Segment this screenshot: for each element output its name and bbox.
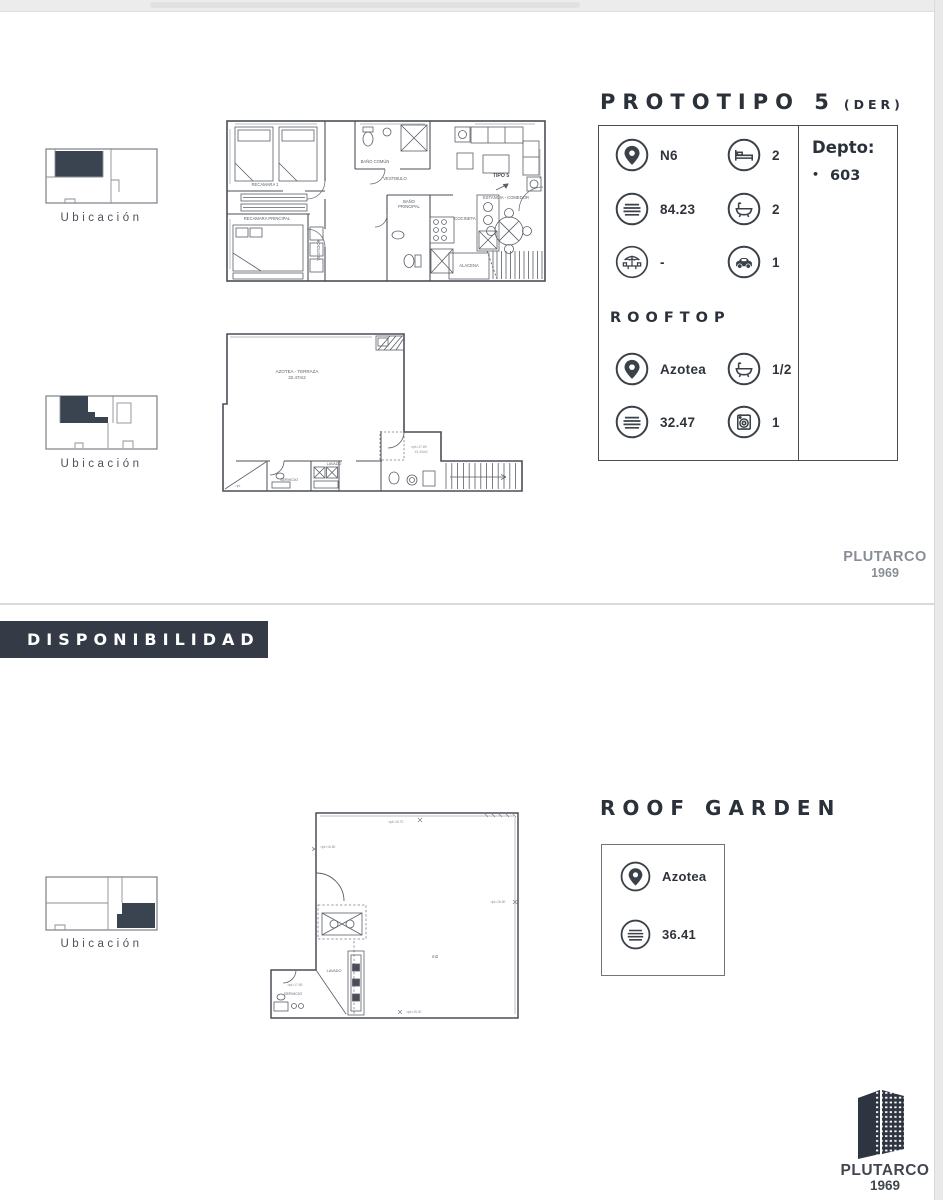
stat-value: 2: [772, 201, 780, 217]
depto-label: Depto:: [812, 138, 875, 157]
roof-garden-info-box: [601, 844, 725, 976]
terrace-icon: [615, 245, 649, 279]
npt-label: npt: [235, 484, 241, 488]
location-diagram-2-drawing: [45, 395, 158, 451]
ubicacion-label-2: Ubicación: [60, 458, 143, 470]
floor-plan-rooftop: [222, 331, 527, 501]
room-label: RECAMARA PRINCIPAL: [243, 216, 291, 221]
floor-plan-roof-garden: [268, 809, 526, 1032]
brand-year: 1969: [869, 1178, 901, 1194]
room-label: SERVICIO: [283, 992, 303, 996]
rooftop-section-title: ROOFTOP: [610, 310, 731, 326]
stat-terrace: [615, 245, 665, 279]
room-label: RECAMARA 1: [251, 182, 279, 187]
npt-label: npt=17.89: [287, 983, 303, 987]
room-label: COCINETA: [454, 216, 476, 221]
stat-value: 32.47: [660, 414, 696, 430]
location-pin-icon: [615, 352, 649, 386]
location-diagram-1: [45, 148, 158, 211]
stat-value: 36.41: [662, 927, 697, 942]
ubicacion-label-3: Ubicación: [60, 938, 143, 950]
npt-label: npt=16.80: [320, 845, 336, 849]
stat-rooftop-halfbath: [727, 352, 792, 386]
bullet: •: [812, 168, 820, 181]
washer-icon: [727, 405, 761, 439]
unit-info-box: [598, 125, 898, 461]
stat-value: -: [660, 254, 665, 270]
depto-value: 603: [830, 168, 861, 184]
stat-value: 1: [772, 414, 780, 430]
highlighted-unit: [117, 903, 155, 928]
stat-rooftop-laundry: [727, 405, 780, 439]
room-label: BAÑO: [403, 199, 415, 204]
room-label: VESTIDOR: [316, 239, 321, 261]
brand-name: PLUTARCO: [843, 549, 927, 565]
page-divider: [0, 603, 934, 605]
area-label: 32.47m2: [288, 375, 306, 380]
brand-logo-top: [841, 549, 929, 580]
area-icon: [615, 192, 649, 226]
npt-label: npt=17.89: [411, 445, 427, 449]
room-label: LAVADO: [326, 969, 342, 973]
page-title-suffix: (DER): [843, 97, 904, 112]
stat-value: 1: [772, 254, 780, 270]
room-label: PRINCIPAL: [398, 204, 420, 209]
room-label: ESTANCIA - COMEDOR: [483, 195, 529, 200]
photo-top-smudge: [150, 2, 580, 8]
page-title-text: PROTOTIPO 5: [600, 90, 836, 114]
page-title: [600, 90, 904, 114]
stat-value: 2: [772, 147, 780, 163]
location-diagram-1-drawing: [45, 148, 158, 206]
stat-baths: [727, 192, 780, 226]
location-diagram-2: [45, 395, 158, 456]
stat-beds: [727, 138, 780, 172]
area-icon: [620, 919, 651, 950]
room-label: LAVADO: [326, 462, 342, 466]
disponibilidad-banner: DISPONIBILIDAD: [0, 621, 268, 658]
stat-location: [615, 138, 678, 172]
photo-right-edge: [934, 0, 943, 1200]
location-diagram-3-drawing: [45, 876, 158, 932]
room-label: VESTIBULO: [383, 176, 407, 181]
ubicacion-label-1: Ubicación: [60, 212, 143, 224]
building-logo-icon: [852, 1086, 910, 1165]
area-label: m2: [431, 954, 439, 959]
area-label: AZOTEA - TERRAZA: [275, 369, 319, 374]
stat-value: 1/2: [772, 361, 792, 377]
room-label: BAÑO COMÚN: [360, 159, 390, 164]
plan-type-label: TIPO 5: [492, 173, 510, 179]
highlighted-unit: [55, 151, 103, 177]
bed-icon: [727, 138, 761, 172]
highlighted-unit: [60, 396, 108, 423]
location-pin-icon: [615, 138, 649, 172]
car-icon: [727, 245, 761, 279]
location-pin-icon: [620, 861, 651, 892]
brand-logo-bottom: [839, 1162, 931, 1194]
brand-name: PLUTARCO: [840, 1162, 930, 1179]
area-icon: [615, 405, 649, 439]
room-label: ALACENA: [459, 263, 479, 268]
roof-garden-title: ROOF GARDEN: [600, 796, 842, 820]
npt-label: 13.43m2: [414, 450, 428, 454]
bath-icon: [727, 352, 761, 386]
room-label: SERVICIO: [279, 478, 299, 482]
location-diagram-3: [45, 876, 158, 937]
stat-area: [615, 192, 695, 226]
stat-rooftop-location: [615, 352, 706, 386]
stat-rooftop-area: [615, 405, 695, 439]
stat-value: Azotea: [662, 869, 707, 884]
floor-plan-tipo5: [225, 119, 547, 289]
stat-value: Azotea: [660, 361, 707, 377]
stat-rg-location: [620, 861, 706, 892]
npt-label: npt=15.70: [388, 820, 404, 824]
npt-label: npt=15.40: [406, 1010, 422, 1014]
bath-icon: [727, 192, 761, 226]
npt-label: npt=16.50: [490, 900, 506, 904]
stat-rg-area: [620, 919, 696, 950]
brand-year: 1969: [871, 565, 899, 580]
depto-value-row: [812, 168, 860, 184]
stat-parking: [727, 245, 780, 279]
stat-value: 84.23: [660, 201, 696, 217]
depto-column: [798, 126, 897, 460]
stat-value: N6: [660, 147, 678, 163]
